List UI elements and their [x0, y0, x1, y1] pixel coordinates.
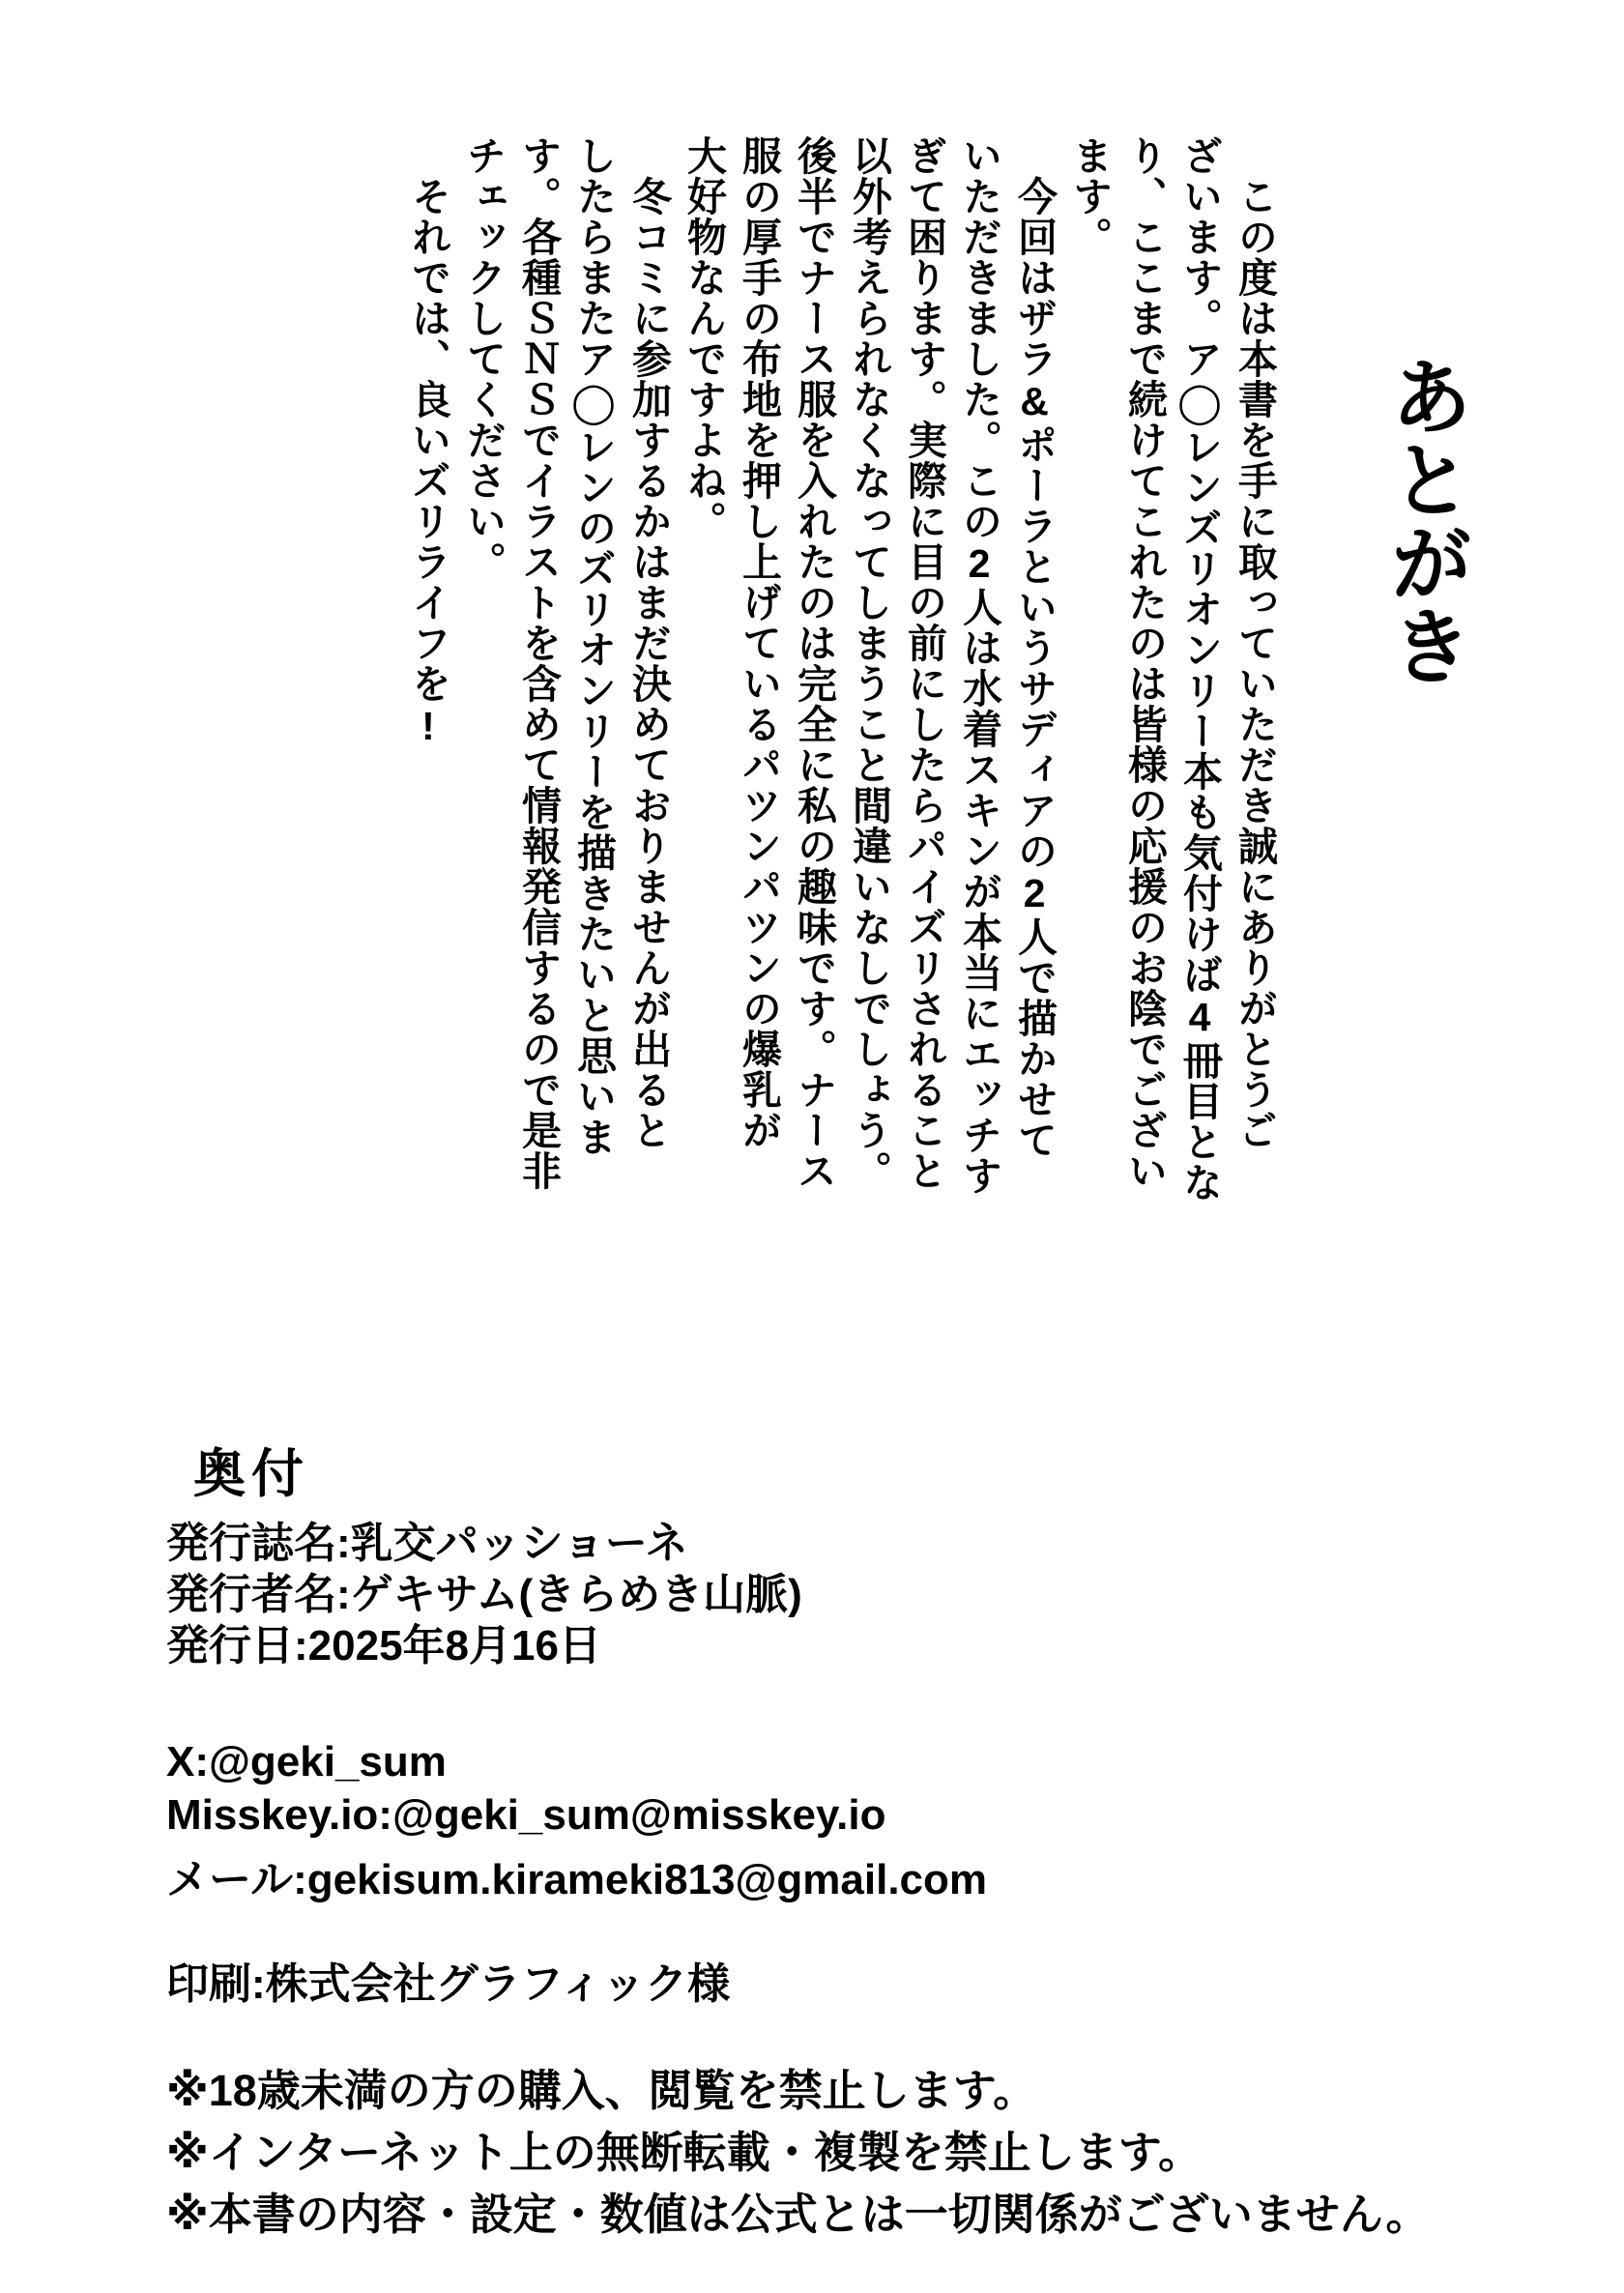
afterword-body [400, 135, 1282, 1203]
colophon-email-line: メール:gekisum.kirameki813@gmail.com [166, 1856, 988, 1903]
colophon-misskey-line: Misskey.io:@geki_sum@misskey.io [166, 1791, 886, 1839]
afterword-page-title: あとがき [1378, 354, 1470, 686]
afterword-column: り、ここまで続けてこれたのは皆様の応援のお陰でござい [1122, 135, 1167, 1191]
afterword-column: チェックしてください。 [461, 135, 506, 582]
afterword-column: 今回はザラ&ポーラというサディアの2人で描かせて [1012, 135, 1057, 1160]
afterword-column: いただきました。この2人は水着スキンが本当にエッチす [957, 135, 1001, 1196]
afterword-column: それでは、良いズリライフを! [406, 135, 450, 749]
colophon-date-line: 発行日:2025年8月16日 [166, 1622, 601, 1669]
colophon-printer-line: 印刷:株式会社グラフィック様 [166, 1960, 731, 2008]
afterword-column: す。各種ＳＮＳでイラストを含めて情報発信するので是非 [516, 135, 561, 1191]
afterword-column: したらまたア◯レンのズリオンリーを描きたいと思いま [571, 135, 616, 1157]
colophon-notice-reprint: ※インターネット上の無断転載・複製を禁止します。 [166, 2128, 1203, 2177]
afterword-column: ます。 [1067, 135, 1112, 257]
colophon-x-line: X:@geki_sum [166, 1738, 447, 1785]
afterword-column: ぎて困ります。実際に目の前にしたらパイズリされること [902, 135, 946, 1191]
afterword-column: 服の厚手の布地を押し上げているパツンパツンの爆乳が [737, 135, 781, 1150]
colophon-heading: 奥付 [193, 1445, 309, 1503]
afterword-column: 後半でナース服を入れたのは完全に私の趣味です。ナース [792, 135, 836, 1191]
afterword-column: 冬コミに参加するかはまだ決めておりませんが出ると [626, 135, 671, 1150]
colophon-notice-age: ※18歳未満の方の購入、閲覧を禁止します。 [166, 2066, 1037, 2115]
afterword-column: ざいます。ア◯レンズリオンリー本も気付けば4冊目とな [1177, 135, 1222, 1203]
afterword-column: 以外考えられなくなってしまうこと間違いなしでしょう。 [847, 135, 891, 1191]
afterword-column: この度は本書を手に取っていただき誠にありがとうご [1232, 135, 1277, 1150]
colophon-notice-official: ※本書の内容・設定・数値は公式とは一切関係がございません。 [166, 2190, 1430, 2239]
colophon-publisher-line: 発行者名:ゲキサム(きらめき山脈) [166, 1571, 802, 1618]
colophon-journal-line: 発行誌名:乳交パッショーネ [166, 1520, 688, 1567]
afterword-column: 大好物なんですよね。 [682, 135, 726, 541]
